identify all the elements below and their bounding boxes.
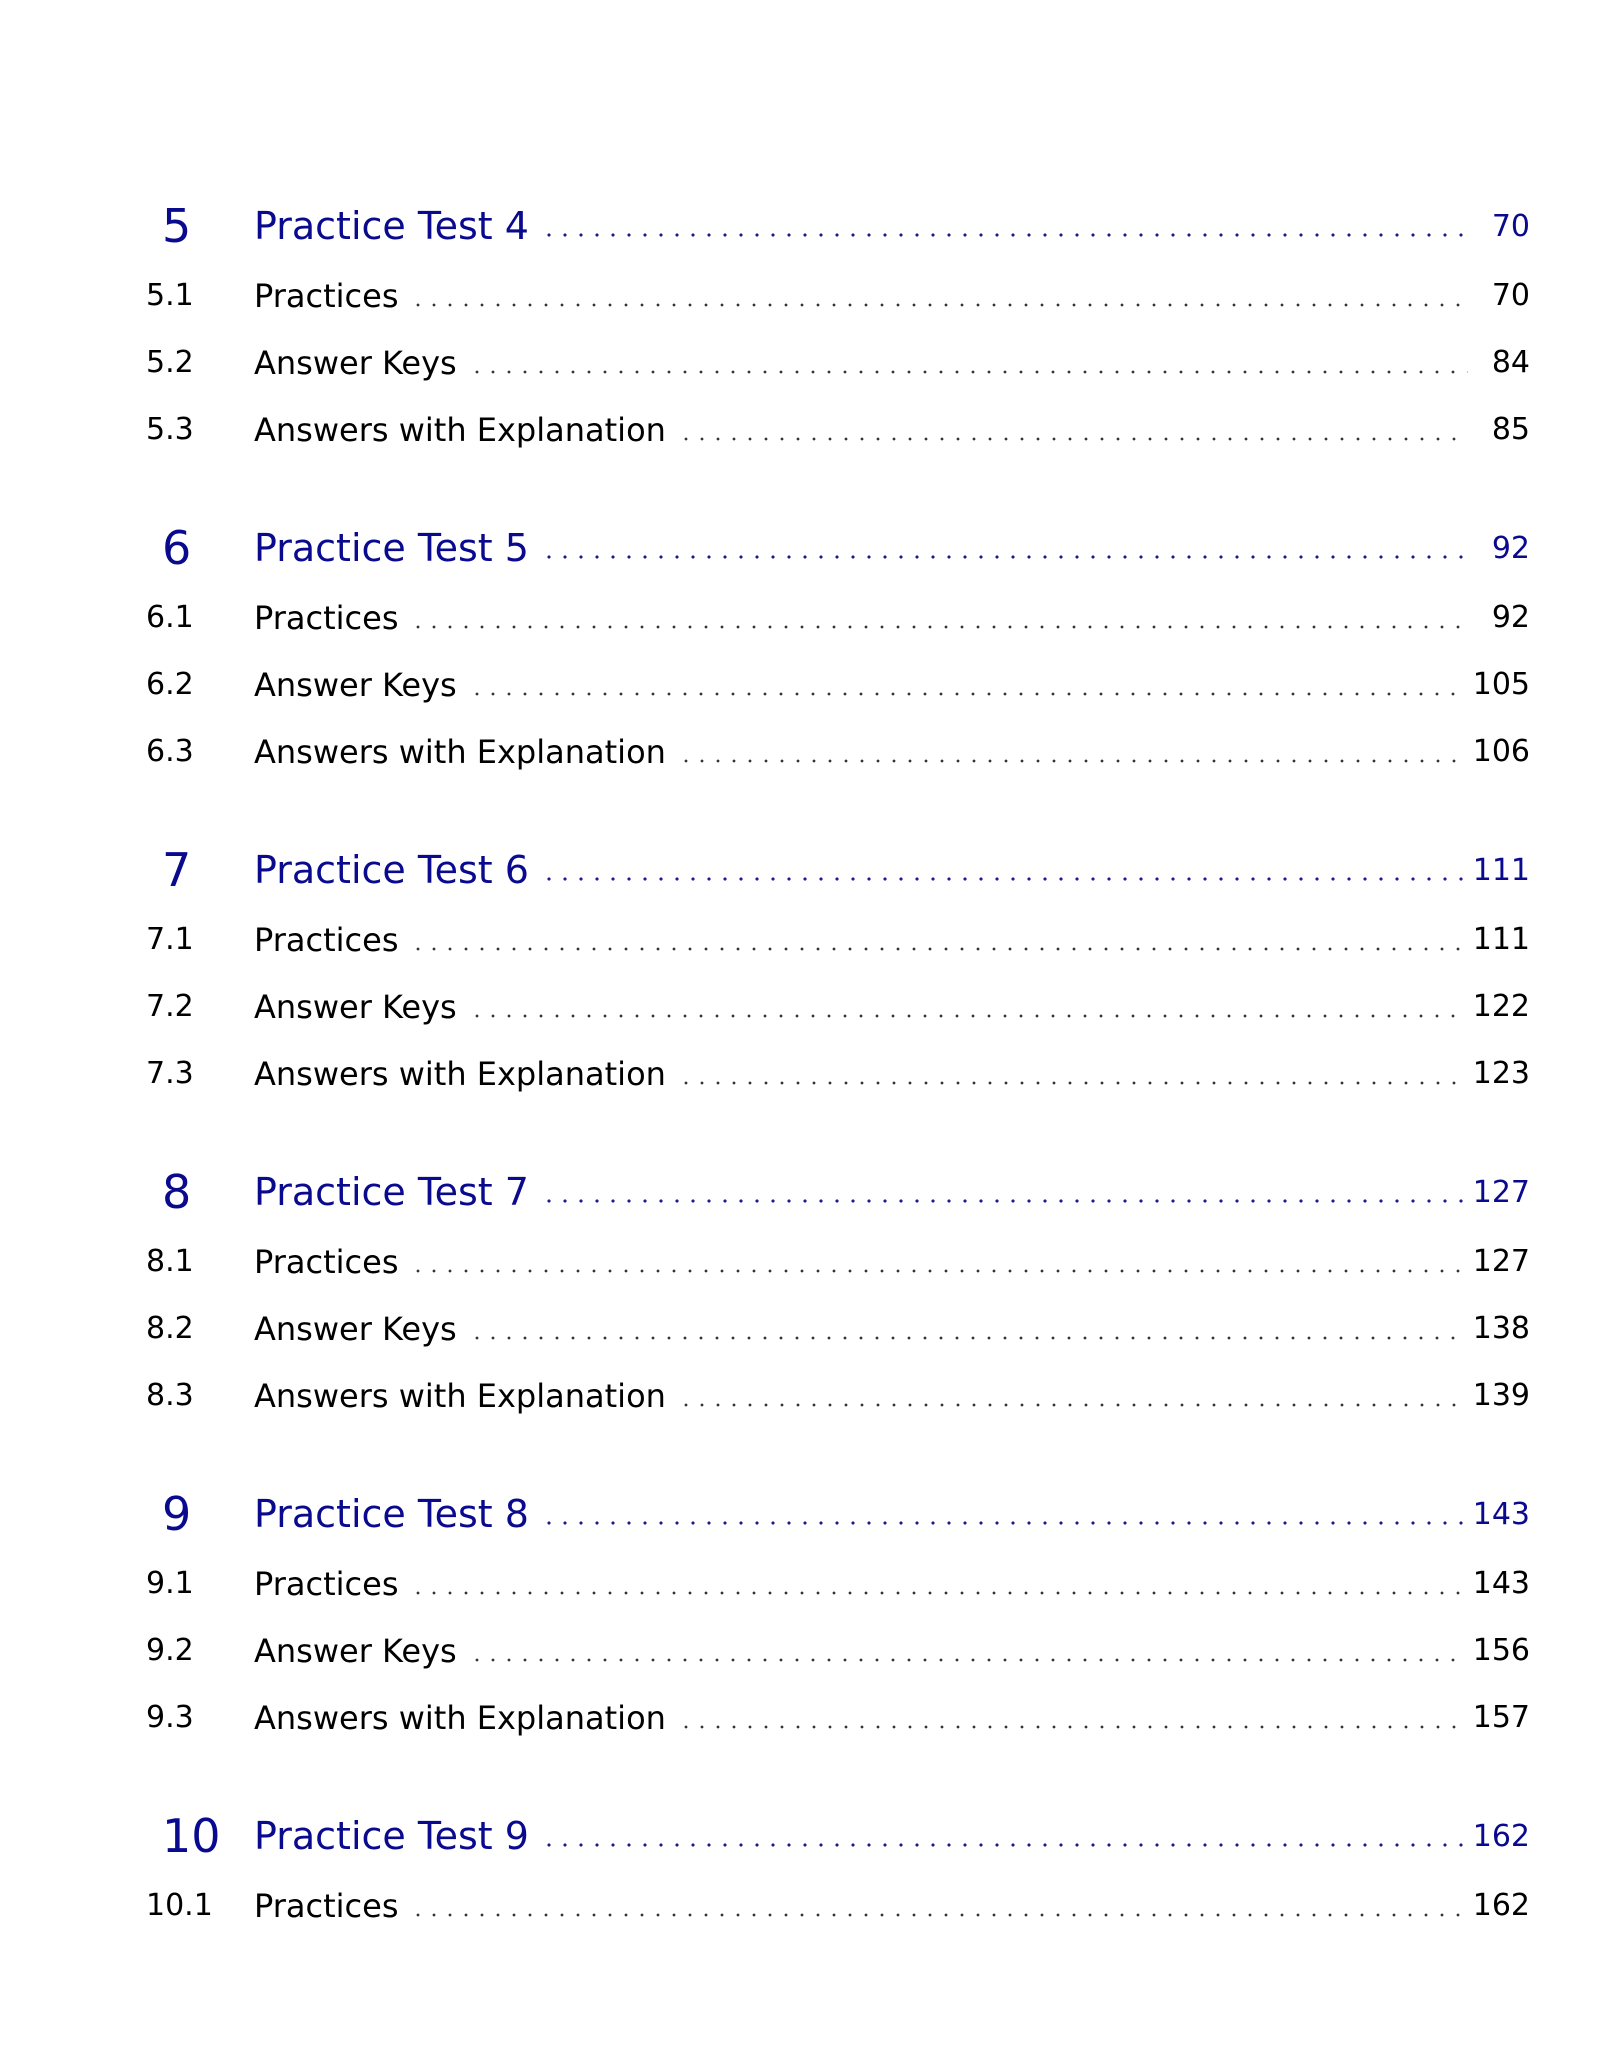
dot-leader bbox=[678, 1724, 1465, 1730]
chapter-number: 8 bbox=[162, 1165, 192, 1219]
toc-section-entry[interactable] bbox=[146, 1040, 1530, 1107]
section-title: Practices bbox=[254, 1242, 399, 1281]
section-number: 8.2 bbox=[146, 1311, 194, 1346]
toc-section-entry[interactable] bbox=[146, 396, 1530, 463]
toc-section-entry[interactable] bbox=[146, 1228, 1530, 1295]
section-page-number: 127 bbox=[1472, 1244, 1530, 1279]
section-number: 6.2 bbox=[146, 667, 194, 702]
dot-leader bbox=[410, 1590, 1464, 1596]
toc-section-entry[interactable] bbox=[146, 262, 1530, 329]
toc-chapter bbox=[146, 1800, 1530, 1939]
dot-leader bbox=[410, 624, 1468, 630]
section-number: 9.2 bbox=[146, 1633, 194, 1668]
dot-leader bbox=[469, 1335, 1465, 1341]
section-title: Answers with Explanation bbox=[254, 732, 666, 771]
section-title: Practices bbox=[254, 1564, 399, 1603]
section-title: Answer Keys bbox=[254, 1631, 457, 1670]
section-page-number: 106 bbox=[1472, 734, 1530, 769]
dot-leader bbox=[541, 554, 1468, 560]
section-number: 9.1 bbox=[146, 1566, 194, 1601]
dot-leader bbox=[678, 436, 1468, 442]
dot-leader bbox=[678, 1080, 1465, 1086]
section-number: 6.1 bbox=[146, 600, 194, 635]
section-page-number: 157 bbox=[1472, 1700, 1530, 1735]
section-title: Answer Keys bbox=[254, 343, 457, 382]
section-title: Practices bbox=[254, 598, 399, 637]
section-title: Practices bbox=[254, 1886, 399, 1925]
chapter-number: 9 bbox=[162, 1487, 192, 1541]
section-number: 9.3 bbox=[146, 1700, 194, 1735]
toc-chapter bbox=[146, 1156, 1530, 1429]
section-title: Answer Keys bbox=[254, 1309, 457, 1348]
dot-leader bbox=[541, 876, 1465, 882]
dot-leader bbox=[410, 1268, 1464, 1274]
toc-section-entry[interactable] bbox=[146, 651, 1530, 718]
chapter-number: 5 bbox=[162, 199, 192, 253]
chapter-number: 6 bbox=[162, 521, 192, 575]
chapter-page-number: 143 bbox=[1472, 1496, 1530, 1532]
section-number: 6.3 bbox=[146, 734, 194, 769]
chapter-page-number: 127 bbox=[1472, 1174, 1530, 1210]
section-number: 5.2 bbox=[146, 345, 194, 380]
section-number: 8.3 bbox=[146, 1378, 194, 1413]
section-number: 10.1 bbox=[146, 1888, 213, 1923]
section-number: 5.3 bbox=[146, 412, 194, 447]
dot-leader bbox=[469, 1013, 1465, 1019]
chapter-page-number: 70 bbox=[1491, 208, 1530, 244]
section-title: Answer Keys bbox=[254, 987, 457, 1026]
dot-leader bbox=[678, 1402, 1465, 1408]
toc-section-entry[interactable] bbox=[146, 1617, 1530, 1684]
section-number: 7.3 bbox=[146, 1056, 194, 1091]
chapter-title: Practice Test 7 bbox=[254, 1170, 529, 1214]
section-page-number: 84 bbox=[1491, 345, 1530, 380]
toc-chapter bbox=[146, 834, 1530, 1107]
toc-chapter-entry[interactable] bbox=[146, 1800, 1530, 1872]
toc-section-entry[interactable] bbox=[146, 1550, 1530, 1617]
dot-leader bbox=[541, 1198, 1465, 1204]
section-title: Answers with Explanation bbox=[254, 410, 666, 449]
dot-leader bbox=[469, 369, 1468, 375]
section-number: 5.1 bbox=[146, 278, 194, 313]
section-page-number: 111 bbox=[1472, 922, 1530, 957]
section-number: 7.1 bbox=[146, 922, 194, 957]
toc-chapter bbox=[146, 190, 1530, 463]
section-page-number: 105 bbox=[1472, 667, 1530, 702]
dot-leader bbox=[541, 1842, 1465, 1848]
toc-chapter bbox=[146, 1478, 1530, 1751]
dot-leader bbox=[469, 691, 1465, 697]
chapter-number: 7 bbox=[162, 843, 192, 897]
section-page-number: 123 bbox=[1472, 1056, 1530, 1091]
section-title: Practices bbox=[254, 920, 399, 959]
toc-section-entry[interactable] bbox=[146, 1295, 1530, 1362]
toc-chapter bbox=[146, 512, 1530, 785]
toc-chapter-entry[interactable] bbox=[146, 190, 1530, 262]
dot-leader bbox=[410, 946, 1464, 952]
section-page-number: 162 bbox=[1472, 1888, 1530, 1923]
dot-leader bbox=[410, 1912, 1464, 1918]
toc-chapter-entry[interactable] bbox=[146, 1478, 1530, 1550]
section-title: Answers with Explanation bbox=[254, 1376, 666, 1415]
section-number: 8.1 bbox=[146, 1244, 194, 1279]
toc-section-entry[interactable] bbox=[146, 718, 1530, 785]
section-page-number: 70 bbox=[1491, 278, 1530, 313]
toc-section-entry[interactable] bbox=[146, 1684, 1530, 1751]
dot-leader bbox=[410, 302, 1468, 308]
toc-section-entry[interactable] bbox=[146, 584, 1530, 651]
section-page-number: 156 bbox=[1472, 1633, 1530, 1668]
chapter-title: Practice Test 6 bbox=[254, 848, 529, 892]
chapter-page-number: 92 bbox=[1491, 530, 1530, 566]
toc-section-entry[interactable] bbox=[146, 1362, 1530, 1429]
section-title: Answers with Explanation bbox=[254, 1054, 666, 1093]
chapter-page-number: 162 bbox=[1472, 1818, 1530, 1854]
section-page-number: 143 bbox=[1472, 1566, 1530, 1601]
section-title: Practices bbox=[254, 276, 399, 315]
toc-section-entry[interactable] bbox=[146, 1872, 1530, 1939]
section-page-number: 92 bbox=[1491, 600, 1530, 635]
chapter-title: Practice Test 4 bbox=[254, 204, 529, 248]
chapter-title: Practice Test 8 bbox=[254, 1492, 529, 1536]
toc-section-entry[interactable] bbox=[146, 906, 1530, 973]
toc-chapter-entry[interactable] bbox=[146, 512, 1530, 584]
chapter-title: Practice Test 9 bbox=[254, 1814, 529, 1858]
section-number: 7.2 bbox=[146, 989, 194, 1024]
section-page-number: 138 bbox=[1472, 1311, 1530, 1346]
toc-section-entry[interactable] bbox=[146, 973, 1530, 1040]
toc-chapter-entry[interactable] bbox=[146, 1156, 1530, 1228]
toc-section-entry[interactable] bbox=[146, 329, 1530, 396]
section-page-number: 122 bbox=[1472, 989, 1530, 1024]
section-page-number: 85 bbox=[1491, 412, 1530, 447]
toc-chapter-entry[interactable] bbox=[146, 834, 1530, 906]
table-of-contents bbox=[146, 190, 1530, 1988]
dot-leader bbox=[541, 1520, 1465, 1526]
chapter-title: Practice Test 5 bbox=[254, 526, 529, 570]
chapter-number: 10 bbox=[162, 1809, 221, 1863]
dot-leader bbox=[541, 232, 1468, 238]
dot-leader bbox=[469, 1657, 1465, 1663]
section-page-number: 139 bbox=[1472, 1378, 1530, 1413]
section-title: Answers with Explanation bbox=[254, 1698, 666, 1737]
section-title: Answer Keys bbox=[254, 665, 457, 704]
dot-leader bbox=[678, 758, 1465, 764]
chapter-page-number: 111 bbox=[1472, 852, 1530, 888]
